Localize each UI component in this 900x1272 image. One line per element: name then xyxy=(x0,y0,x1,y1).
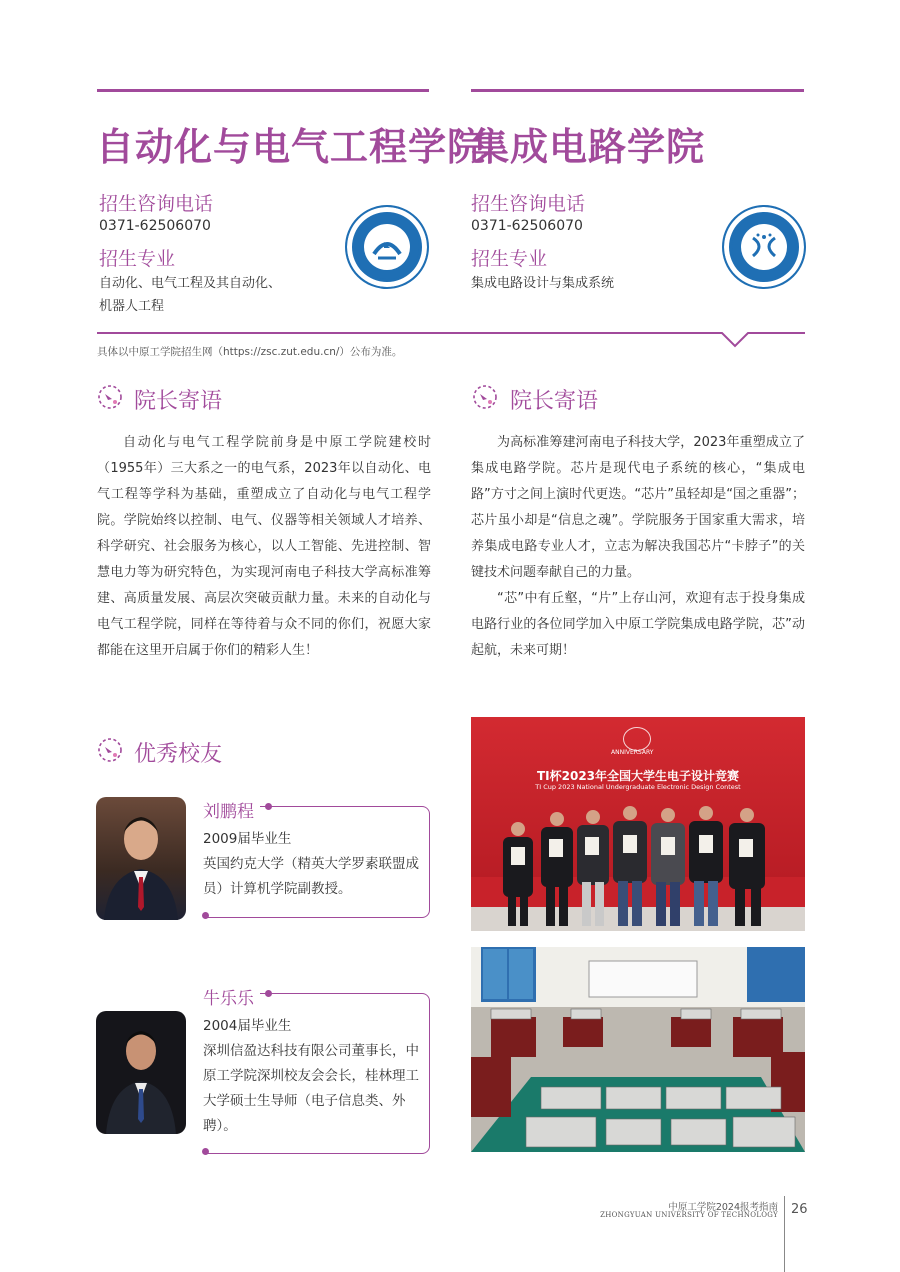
alumni-name: 牛乐乐 xyxy=(203,984,260,1009)
right-dean-text-1: 为高标准筹建河南电子科技大学，2023年重塑成立了集成电路学院。芯片是现代电子系统的核心，“集成电路”方寸之间上演时代更迭。“芯片”虽轻却是“国之重器”；芯片虽小却是“信息之魂”。学院服务于国家重大需求，培养集成电路专业人才，立志为解决我国芯片“卡脖子”的关键技术问题奉献自己的力量。 xyxy=(471,435,805,580)
left-majors-line1: 自动化、电气工程及其自动化、 xyxy=(99,276,282,291)
right-phone-label: 招生咨询电话 xyxy=(471,193,586,215)
left-college-title: 自动化与电气工程学院 xyxy=(96,125,487,169)
right-college-seal-icon xyxy=(722,205,806,289)
left-majors-label: 招生专业 xyxy=(99,248,176,270)
left-phone: 0371-62506070 xyxy=(99,218,211,234)
footer-divider xyxy=(784,1196,785,1272)
alumni-name: 刘鹏程 xyxy=(203,797,260,822)
bullet-dot xyxy=(202,912,209,919)
admissions-note: 具体以中原工学院招生网（https://zsc.zut.edu.cn/）公布为准。 xyxy=(97,346,403,358)
right-majors-line1: 集成电路设计与集成系统 xyxy=(471,276,615,291)
footer-guide-title: 中原工学院2024报考指南 xyxy=(668,1202,778,1213)
right-phone: 0371-62506070 xyxy=(471,218,583,234)
anniversary-badge: ANNIVERSARY xyxy=(611,749,654,756)
alumni-desc: 英国约克大学（精英大学罗素联盟成员）计算机学院副教授。 xyxy=(203,856,419,897)
bullet-dot xyxy=(265,803,272,810)
left-majors-line2: 机器人工程 xyxy=(99,299,165,314)
competition-photo xyxy=(471,717,805,931)
bullet-dot xyxy=(265,990,272,997)
bullet-dot xyxy=(202,1148,209,1155)
alumni-year: 2009届毕业生 xyxy=(203,831,292,847)
page-number: 26 xyxy=(791,1202,808,1217)
left-college-seal-icon xyxy=(345,205,429,289)
left-dean-paragraph xyxy=(97,430,431,664)
left-dean-text: 自动化与电气工程学院前身是中原工学院建校时（1955年）三大系之一的电气系，2023年以自动化、电气工程等学科为基础，重塑成立了自动化与电气工程学院。学院始终以控制、电气、仪器等相关领域人才培养、科学研究、社会服务为核心，以人工智能、先进控制、智慧电力等为研究特色，为实现河南电子科技大学高标准筹建、高质量发展、高层次突破贡献力量。未来的自动化与电气工程学院，同样在等待着与众不同的你们，祝愿大家都能在这里开启属于你们的精彩人生！ xyxy=(97,435,431,658)
sparkle-icon xyxy=(96,383,124,411)
right-dean-heading: 院长寄语 xyxy=(510,389,599,414)
avatar xyxy=(96,797,186,920)
sparkle-icon xyxy=(96,736,124,764)
footer-university-name: ZHONGYUAN UNIVERSITY OF TECHNOLOGY xyxy=(600,1211,778,1219)
sparkle-icon xyxy=(471,383,499,411)
banner-subtitle: TI Cup 2023 National Undergraduate Electronic Design Contest xyxy=(535,783,741,791)
alumni-heading: 优秀校友 xyxy=(134,742,223,767)
right-college-title: 集成电路学院 xyxy=(471,125,706,169)
left-top-rule xyxy=(97,89,429,92)
right-majors-label: 招生专业 xyxy=(471,248,548,270)
alumni-desc: 深圳信盈达科技有限公司董事长，中原工学院深圳校友会会长，桂林理工大学硕士生导师（电子信息类、外聘）。 xyxy=(203,1043,419,1134)
left-dean-heading: 院长寄语 xyxy=(134,389,223,414)
right-top-rule xyxy=(471,89,804,92)
banner-title: TI杯2023年全国大学生电子设计竞赛 xyxy=(536,769,740,783)
avatar xyxy=(96,1011,186,1134)
lab-photo xyxy=(471,947,805,1152)
right-dean-text-2: “芯”中有丘壑，“片”上存山河，欢迎有志于投身集成电路行业的各位同学加入中原工学院集成电路学院，芯”动起航，未来可期！ xyxy=(471,591,805,658)
alumni-year: 2004届毕业生 xyxy=(203,1018,292,1034)
right-dean-paragraph xyxy=(471,430,805,664)
left-phone-label: 招生咨询电话 xyxy=(99,193,214,215)
